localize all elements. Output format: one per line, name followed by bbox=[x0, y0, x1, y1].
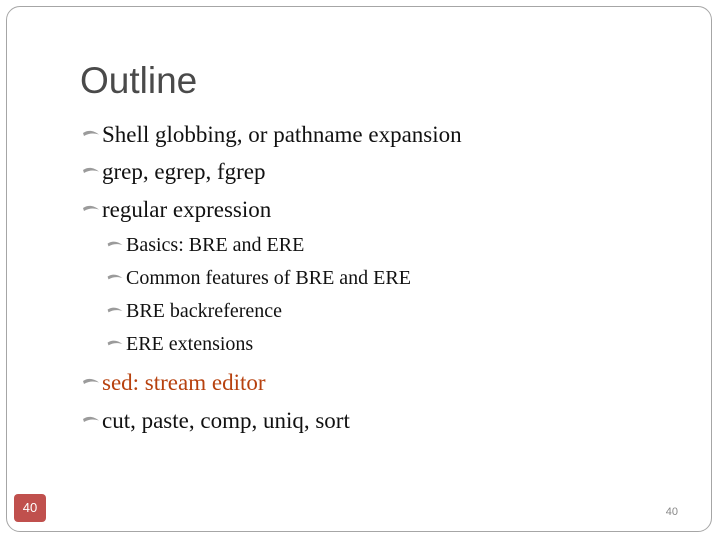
bullet-text: Basics: BRE and ERE bbox=[126, 233, 305, 256]
bullet-text: sed: stream editor bbox=[102, 370, 266, 396]
bullet-item-cut-paste bbox=[80, 402, 700, 440]
sub-bullet-item-ere-extensions bbox=[80, 328, 700, 361]
bullet-item-grep bbox=[80, 154, 700, 192]
bullet-item-shell-globbing bbox=[80, 116, 700, 154]
bullet-text: Common features of BRE and ERE bbox=[126, 266, 411, 289]
slide-number-footer: 40 bbox=[665, 506, 678, 518]
bullet-text: grep, egrep, fgrep bbox=[102, 159, 266, 185]
sub-bullet-item-bre-backreference bbox=[80, 295, 700, 328]
sub-bullet-item-common-features bbox=[80, 262, 700, 295]
swoosh-bullet-icon bbox=[104, 305, 126, 318]
bullet-list bbox=[80, 116, 700, 440]
slide-number-badge: 40 bbox=[14, 494, 46, 522]
sub-bullet-item-basics bbox=[80, 229, 700, 262]
swoosh-bullet-icon bbox=[104, 239, 126, 252]
swoosh-bullet-icon bbox=[104, 272, 126, 285]
bullet-text: cut, paste, comp, uniq, sort bbox=[102, 407, 350, 433]
bullet-text: ERE extensions bbox=[126, 332, 254, 355]
swoosh-bullet-icon bbox=[80, 128, 102, 142]
bullet-text: Shell globbing, or pathname expansion bbox=[102, 121, 462, 147]
bullet-text: regular expression bbox=[102, 196, 272, 222]
swoosh-bullet-icon bbox=[80, 203, 102, 217]
swoosh-bullet-icon bbox=[104, 338, 126, 351]
swoosh-bullet-icon bbox=[80, 414, 102, 428]
bullet-item-sed-highlighted bbox=[80, 365, 700, 403]
swoosh-bullet-icon bbox=[80, 376, 102, 390]
swoosh-bullet-icon bbox=[80, 165, 102, 179]
slide-title: Outline bbox=[80, 60, 198, 101]
bullet-text: BRE backreference bbox=[126, 299, 283, 322]
bullet-item-regular-expression bbox=[80, 191, 700, 229]
